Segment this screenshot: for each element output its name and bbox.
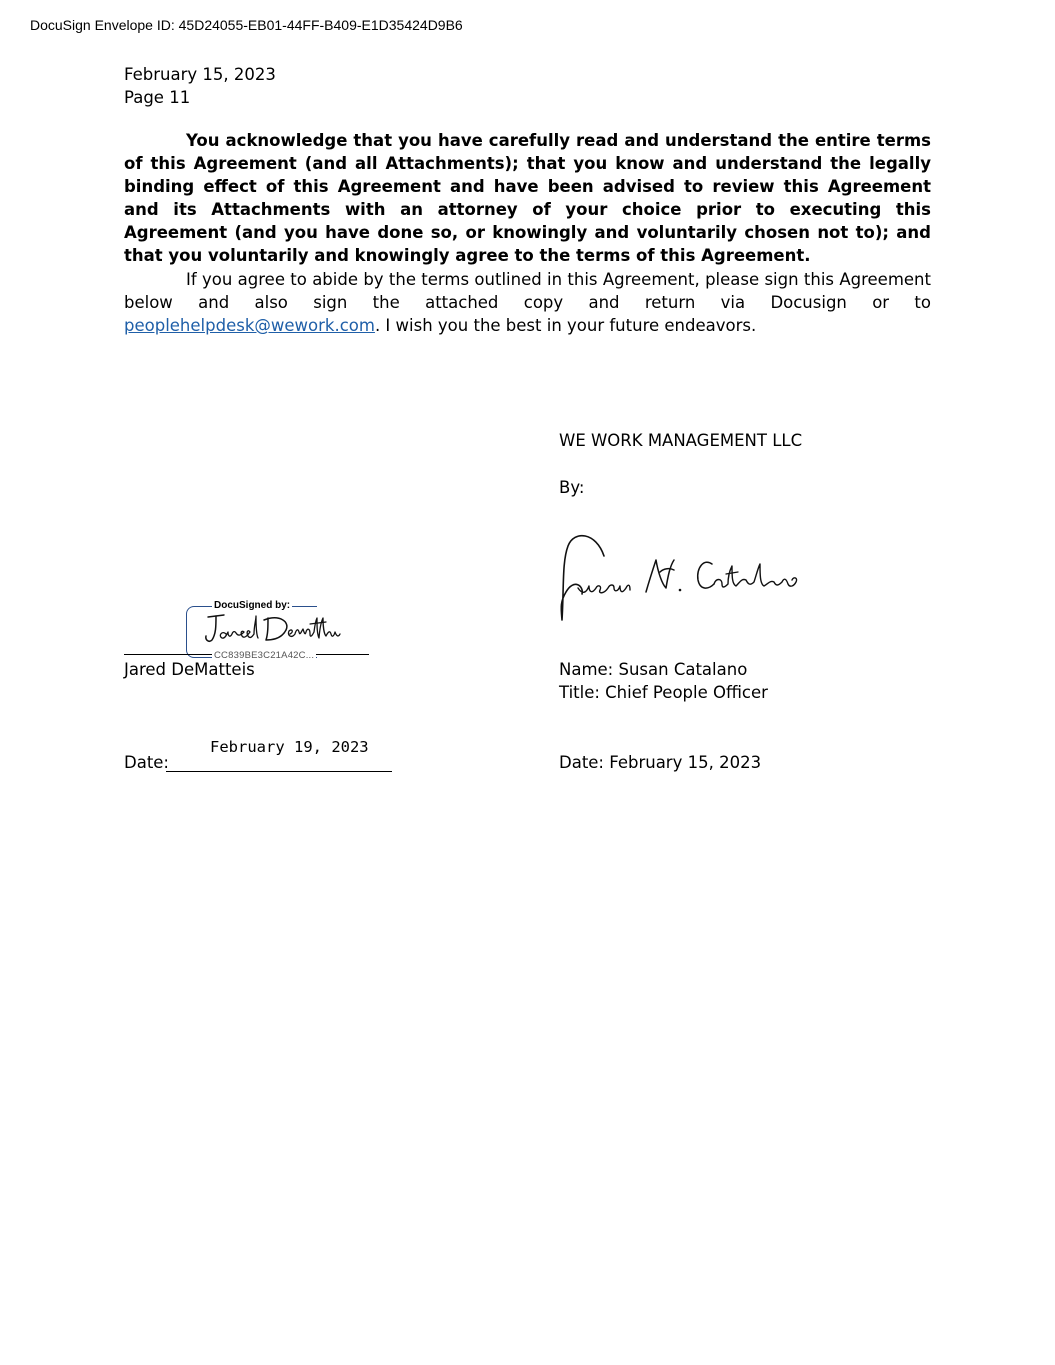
- signature-id: CC839BE3C21A42C...: [214, 650, 315, 661]
- acknowledgement-paragraph: You acknowledge that you have carefully read and understand the entire terms of this Agreement (and all Attachments); that you know and understand the legally binding effect of this Agreement and have been advised to review this Agreement and its Attachments with an attorney of your choice prior to executing this Agreement (and you have done so, or knowingly and voluntarily chosen not to); and that you voluntarily and knowingly agree to the terms of this Agreement.: [124, 131, 931, 265]
- instructions-paragraph: [124, 268, 931, 337]
- company-signer-name: Name: Susan Catalano: [559, 660, 748, 679]
- docusigned-by-label: DocuSigned by:: [214, 600, 291, 611]
- company-signature: [556, 528, 806, 628]
- instructions-text-end: . I wish you the best in your future endeavors.: [374, 316, 757, 335]
- by-label: By:: [559, 478, 585, 497]
- instructions-text-start: If you agree to abide by the terms outlined in this Agreement, please sign this Agreement below and also sign the attached copy and return via Docusign or to: [124, 270, 931, 312]
- company-signer-title: Title: Chief People Officer: [559, 683, 768, 702]
- email-link[interactable]: peoplehelpdesk@wework.com: [124, 316, 375, 335]
- envelope-id: DocuSign Envelope ID: 45D24055-EB01-44FF-B409-E1D35424D9B6: [30, 17, 463, 33]
- date-underline: [166, 771, 392, 772]
- employee-signature: [200, 612, 340, 646]
- employee-date-label: Date:: [124, 753, 169, 772]
- employee-date-value: February 19, 2023: [210, 738, 369, 756]
- letter-date: February 15, 2023: [124, 65, 276, 84]
- company-name: WE WORK MANAGEMENT LLC: [559, 431, 803, 450]
- page-number: Page 11: [124, 88, 191, 107]
- employee-name: Jared DeMatteis: [124, 660, 255, 679]
- company-date: Date: February 15, 2023: [559, 753, 762, 772]
